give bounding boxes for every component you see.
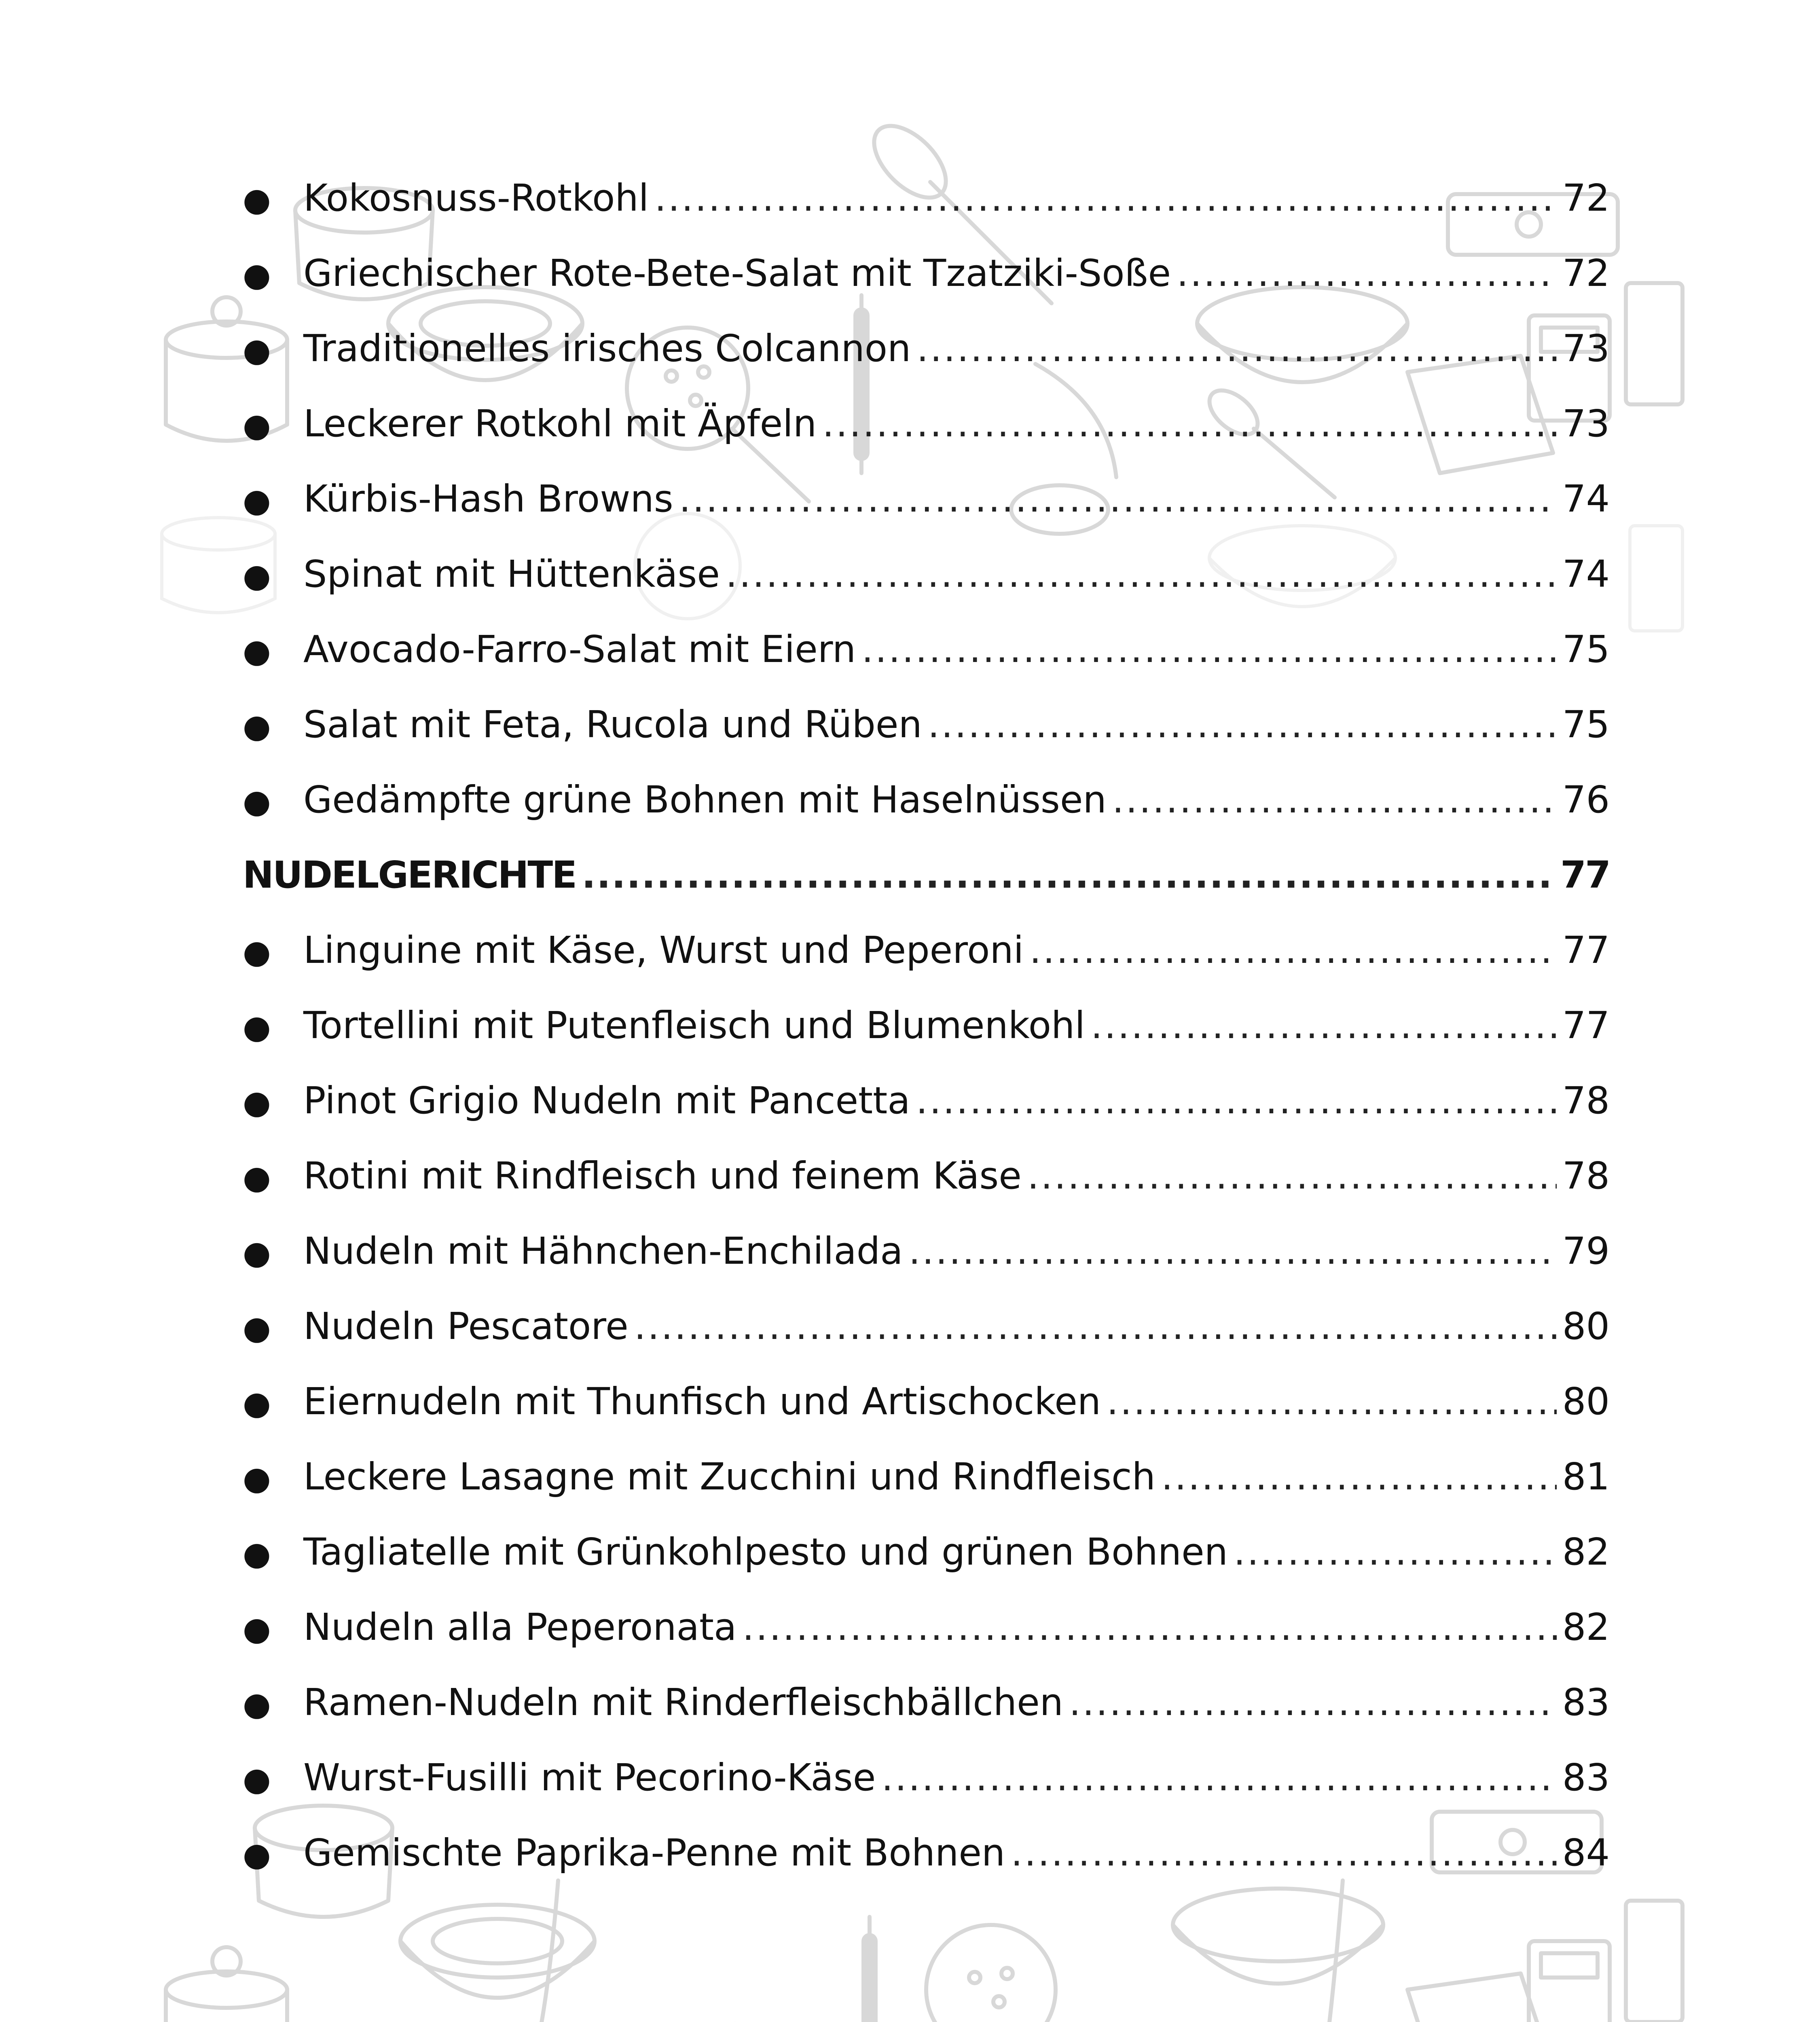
dot-leader: [881, 1747, 1557, 1808]
toc-entry-title: Griechischer Rote-Bete-Salat mit Tzatziki-Soße: [303, 252, 1171, 295]
toc-entry[interactable]: [243, 168, 1610, 228]
toc-entry-title: Rotini mit Rindfleisch und feinem Käse: [303, 1154, 1022, 1197]
toc-entry-title: Spinat mit Hüttenkäse: [303, 552, 720, 596]
dot-leader: [1027, 1146, 1557, 1206]
bullet-icon: ●: [243, 406, 271, 444]
toc-section-heading[interactable]: [243, 845, 1610, 905]
dot-leader: [861, 619, 1557, 680]
bullet-icon: ●: [243, 1836, 271, 1873]
toc-entry-page: 81: [1562, 1455, 1610, 1498]
toc-entry-page: 83: [1562, 1756, 1610, 1799]
toc-entry[interactable]: [243, 1146, 1610, 1206]
bullet-icon: ●: [243, 1008, 271, 1046]
toc-entry-title: Traditionelles irisches Colcannon: [303, 327, 911, 370]
dot-leader: [582, 845, 1555, 905]
bullet-icon: ●: [243, 1535, 271, 1572]
toc-entry-title: Kokosnuss-Rotkohl: [303, 176, 649, 220]
toc-entry[interactable]: [243, 393, 1610, 454]
toc-entry[interactable]: [243, 1296, 1610, 1357]
bullet-icon: ●: [243, 1760, 271, 1798]
dot-leader: [822, 393, 1557, 454]
toc-entry-title: Nudeln mit Hähnchen-Enchilada: [303, 1229, 903, 1273]
toc-entry[interactable]: [243, 995, 1610, 1056]
toc-entry-page: 75: [1562, 628, 1610, 671]
dot-leader: [1112, 770, 1557, 830]
toc-entry-page: 84: [1562, 1831, 1610, 1874]
dot-leader: [916, 318, 1557, 379]
toc-entry-title: Leckere Lasagne mit Zucchini und Rindfleisch: [303, 1455, 1155, 1498]
toc-entry[interactable]: [243, 469, 1610, 529]
toc-section-page: 77: [1560, 853, 1610, 897]
toc-entry[interactable]: [243, 619, 1610, 680]
dot-leader: [1107, 1371, 1557, 1432]
dot-leader: [1234, 1522, 1557, 1582]
toc-entry-page: 80: [1562, 1305, 1610, 1348]
toc-entry-title: Nudeln alla Peperonata: [303, 1605, 737, 1649]
toc-entry-page: 73: [1562, 402, 1610, 445]
toc-entry[interactable]: [243, 1447, 1610, 1507]
bullet-icon: ●: [243, 557, 271, 594]
dot-leader: [1011, 1823, 1557, 1883]
bullet-icon: ●: [243, 181, 271, 218]
dot-leader: [1069, 1672, 1557, 1733]
toc-entry-title: Leckerer Rotkohl mit Äpfeln: [303, 402, 817, 445]
dot-leader: [1029, 920, 1557, 981]
bullet-icon: ●: [243, 1685, 271, 1723]
toc-entry-page: 83: [1562, 1681, 1610, 1724]
dot-leader: [916, 1070, 1557, 1131]
dot-leader: [928, 694, 1557, 755]
toc-entry-page: 72: [1562, 252, 1610, 295]
toc-entry[interactable]: [243, 544, 1610, 605]
toc-entry-page: 73: [1562, 327, 1610, 370]
bullet-icon: ●: [243, 707, 271, 745]
toc-section-title: NUDELGERICHTE: [243, 853, 576, 897]
toc-entry-page: 76: [1562, 778, 1610, 821]
toc-entry-page: 74: [1562, 552, 1610, 596]
bullet-icon: ●: [243, 933, 271, 971]
toc-entry-title: Avocado-Farro-Salat mit Eiern: [303, 628, 856, 671]
toc-entry[interactable]: [243, 1221, 1610, 1282]
toc-entry-page: 77: [1562, 1004, 1610, 1047]
dot-leader: [634, 1296, 1557, 1357]
bullet-icon: ●: [243, 783, 271, 820]
bullet-icon: ●: [243, 1159, 271, 1196]
bullet-icon: ●: [243, 1384, 271, 1422]
toc-entry-title: Gedämpfte grüne Bohnen mit Haselnüssen: [303, 778, 1107, 821]
toc-entry[interactable]: [243, 1371, 1610, 1432]
bullet-icon: ●: [243, 1234, 271, 1271]
toc-entry[interactable]: [243, 694, 1610, 755]
toc-entry[interactable]: [243, 243, 1610, 304]
toc-entry[interactable]: [243, 770, 1610, 830]
toc-entry-page: 78: [1562, 1079, 1610, 1122]
toc-entry-page: 80: [1562, 1380, 1610, 1423]
toc-entry-title: Pinot Grigio Nudeln mit Pancetta: [303, 1079, 910, 1122]
bullet-icon: ●: [243, 632, 271, 670]
bullet-icon: ●: [243, 1083, 271, 1121]
toc-entry-page: 74: [1562, 477, 1610, 520]
dot-leader: [909, 1221, 1557, 1282]
bullet-icon: ●: [243, 482, 271, 519]
dot-leader: [1161, 1447, 1557, 1507]
dot-leader: [1091, 995, 1557, 1056]
toc-entry[interactable]: [243, 1522, 1610, 1582]
toc-entry[interactable]: [243, 1672, 1610, 1733]
dot-leader: [742, 1597, 1557, 1658]
toc-entry-page: 75: [1562, 703, 1610, 746]
dot-leader: [679, 469, 1557, 529]
bullet-icon: ●: [243, 1459, 271, 1497]
toc-entry-page: 82: [1562, 1530, 1610, 1574]
toc-entry-title: Gemischte Paprika-Penne mit Bohnen: [303, 1831, 1005, 1874]
toc-entry-page: 77: [1562, 929, 1610, 972]
dot-leader: [1177, 243, 1557, 304]
toc-entry-title: Tagliatelle mit Grünkohlpesto und grünen Bohnen: [303, 1530, 1228, 1574]
bullet-icon: ●: [243, 331, 271, 369]
toc-entry[interactable]: [243, 1747, 1610, 1808]
toc-entry-page: 79: [1562, 1229, 1610, 1273]
dot-leader: [726, 544, 1557, 605]
toc-entry[interactable]: [243, 1823, 1610, 1883]
toc-entry[interactable]: [243, 1070, 1610, 1131]
toc-entry-title: Ramen-Nudeln mit Rinderfleischbällchen: [303, 1681, 1063, 1724]
toc-entry-page: 72: [1562, 176, 1610, 220]
bullet-icon: ●: [243, 1610, 271, 1648]
dot-leader: [654, 168, 1557, 228]
toc-entry[interactable]: [243, 920, 1610, 981]
toc-entry-title: Wurst-Fusilli mit Pecorino-Käse: [303, 1756, 876, 1799]
toc-entry-title: Eiernudeln mit Thunfisch und Artischocken: [303, 1380, 1101, 1423]
toc-entry-title: Nudeln Pescatore: [303, 1305, 629, 1348]
toc-entry[interactable]: [243, 1597, 1610, 1658]
toc-entry-page: 78: [1562, 1154, 1610, 1197]
toc-entry[interactable]: [243, 318, 1610, 379]
toc-entry-title: Salat mit Feta, Rucola und Rüben: [303, 703, 922, 746]
toc-entry-page: 82: [1562, 1605, 1610, 1649]
toc-entry-title: Linguine mit Käse, Wurst und Peperoni: [303, 929, 1024, 972]
bullet-icon: ●: [243, 1309, 271, 1347]
toc-entry-title: Tortellini mit Putenfleisch und Blumenkohl: [303, 1004, 1085, 1047]
toc-entry-title: Kürbis-Hash Browns: [303, 477, 673, 520]
bullet-icon: ●: [243, 256, 271, 294]
